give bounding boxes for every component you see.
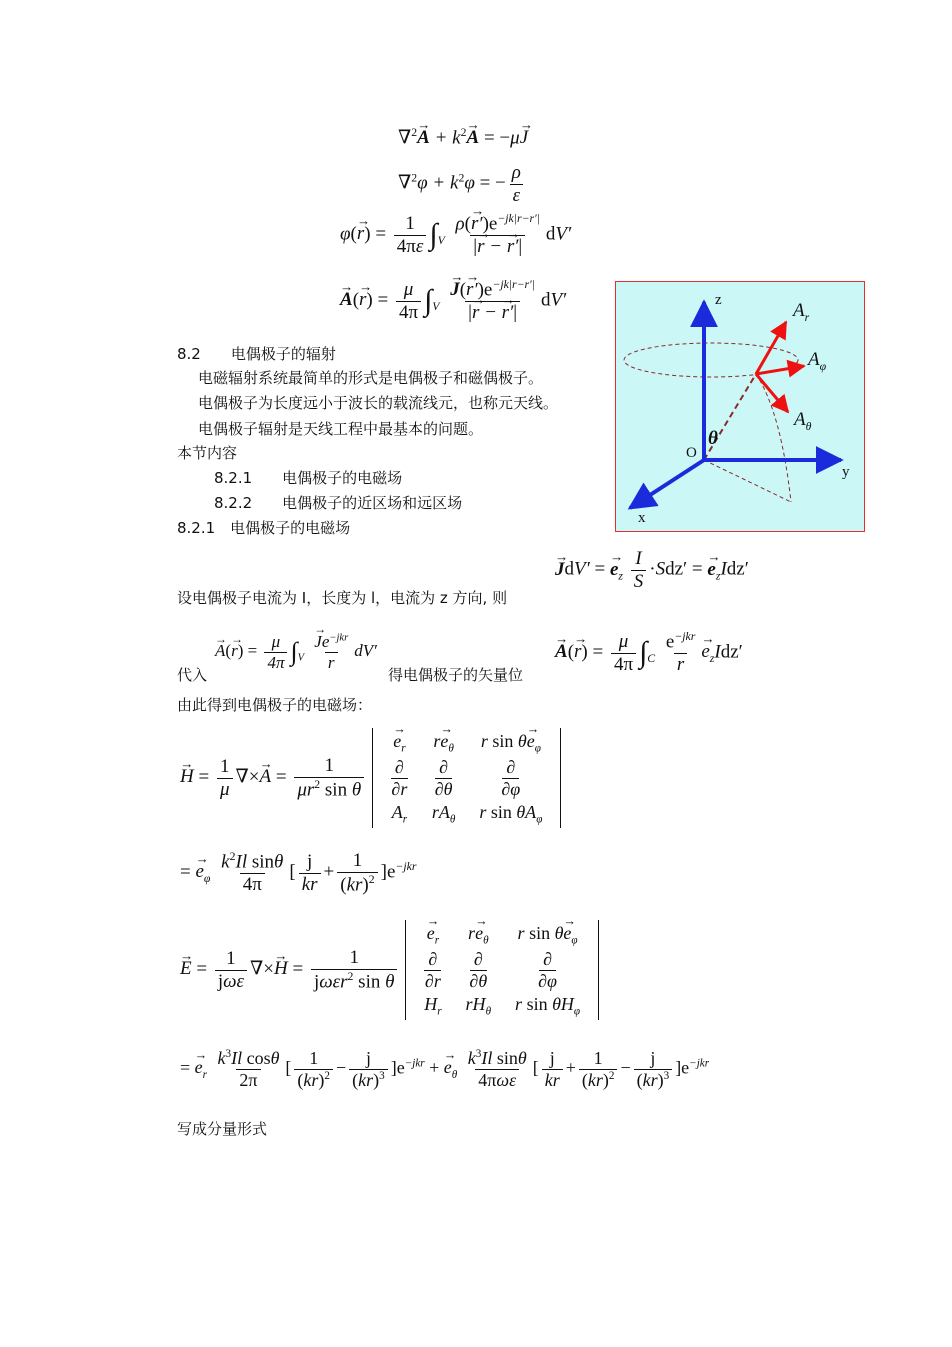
x-label: x bbox=[638, 510, 646, 526]
Ar-vector bbox=[756, 322, 786, 374]
x-axis bbox=[630, 460, 704, 508]
H-curl-formula: → H = $\frac{1}{\mu}$ ∇×→ A = $\frac{1}{\mu r^2 \sin \theta}$ → $e_r$ $r\to e_\theta$ r $\sin \theta\to e_\varphi$ ∂ ∂r ∂ ∂θ ∂ ∂φ $A_r$ $rA_\theta$ r $\sin \theta A_\varphi$ bbox=[180, 728, 561, 828]
z-label: z bbox=[715, 292, 722, 308]
substitute-text: 代入 bbox=[177, 666, 208, 684]
derive-text: 由此得到电偶极子的电磁场： bbox=[177, 696, 373, 714]
diagram-svg bbox=[616, 282, 864, 531]
E-curl-formula: → E = $\frac{1}{\text{jωε}}$ ∇×→ H = $\frac{1}{j\omega\varepsilon r^2 \sin \theta}$ → $e_r$ $r\to e_\theta$ r $\sin \theta\to e_\varphi$ ∂ ∂r ∂ ∂θ ∂ ∂φ $H_r$ $rH_\theta$ r $\sin \theta H_\varphi$ bbox=[180, 920, 599, 1020]
wave-equation-phi: $\nabla^2\varphi + k^2\varphi$ = − $\frac{\rho}{\varepsilon}$ bbox=[398, 162, 527, 207]
assumption-text: 设电偶极子电流为 I，长度为 l，电流为 z 方向, 则 bbox=[177, 589, 508, 607]
section-heading: 8.2 电偶极子的辐射 bbox=[177, 345, 336, 363]
A-general-formula: → A(→ r) = $\frac{\mu}{4\pi}$ $\int_V$ → $\frac{Je^{-jkr}}{r}$ dV′ bbox=[215, 632, 377, 672]
subsection-heading: 8.2.1 电偶极子的电磁场 bbox=[177, 519, 351, 537]
Atheta-vector bbox=[756, 374, 788, 412]
wave-equation-A: $\nabla^2\to A + k^2\to A = -\mu\to J$ bbox=[398, 126, 528, 149]
intro-line-2: 电偶极子为长度远小于波长的载流线元，也称元天线。 bbox=[198, 394, 559, 412]
vector-potential-text: 得电偶极子的矢量位 bbox=[388, 666, 524, 684]
H-result-formula: = → $e_\varphi$ $\frac{k^2Il \sin\theta}{4\pi}$ [ $\frac{j}{kr}$ + $\frac{1}{(kr)^2}$ ]$e^{-jkr}$ bbox=[180, 850, 416, 896]
contents-item-2: 8.2.2 电偶极子的近区场和远区场 bbox=[214, 494, 463, 512]
y-label: y bbox=[842, 464, 850, 480]
dashed-projection bbox=[704, 460, 791, 502]
Aphi-vector bbox=[756, 366, 804, 374]
Aphi-label: $A_\varphi$ bbox=[808, 349, 827, 373]
Ar-label: $A_r$ bbox=[793, 300, 810, 324]
contents-item-1: 8.2.1 电偶极子的电磁场 bbox=[214, 469, 403, 487]
JdV-formula: → JdV′ = → $e_z$ $\frac{I}{S}$ ·Sdz′ = → $e_zIdz'$ bbox=[555, 548, 749, 593]
components-text: 写成分量形式 bbox=[177, 1120, 268, 1138]
origin-label: O bbox=[686, 445, 697, 461]
intro-line-3: 电偶极子辐射是天线工程中最基本的问题。 bbox=[198, 420, 484, 438]
theta-label: θ bbox=[708, 428, 718, 449]
A-solution: → A(→ r) = $\frac{\mu}{4\pi}$ $\int_V$ → $\frac{J(\to r')e^{-jk|r-r'|}}{|\to r - \to r'|}$ dV′ bbox=[340, 278, 566, 324]
E-result-formula: = → $e_r$ $\frac{k^3Il \cos\theta}{2\pi}$ [ $\frac{1}{(kr)^2}$ − $\frac{j}{(kr)^3}$ ]$e^{-jkr}$ + → $e_\theta$ $\frac{k^3Il \sin\theta}{\text{4πωε}}$ [ $\frac{j}{kr}$ + $\frac{1}{(kr)^2}$ − $\frac{j}{(kr)^3}$ ]$e^{-jkr}$ bbox=[180, 1048, 709, 1090]
intro-line-1: 电磁辐射系统最简单的形式是电偶极子和磁偶极子。 bbox=[198, 369, 544, 387]
Atheta-label: $A_\theta$ bbox=[794, 409, 812, 433]
phi-solution: φ(→ r) = $\frac{1}{4\pi\varepsilon}$ $\int_V$ $\frac{\rho(\to r')e^{-jk|r-r'|}}{|\to r - \to r'|}$ dV′ bbox=[340, 212, 571, 258]
dipole-coordinate-diagram bbox=[615, 281, 865, 532]
A-dipole-formula: → A(→ r) = $\frac{\mu}{4\pi}$ $\int_C$ $\frac{e^{-jkr}}{r}$ → $e_zIdz'$ bbox=[555, 630, 743, 676]
contents-label: 本节内容 bbox=[177, 444, 238, 462]
